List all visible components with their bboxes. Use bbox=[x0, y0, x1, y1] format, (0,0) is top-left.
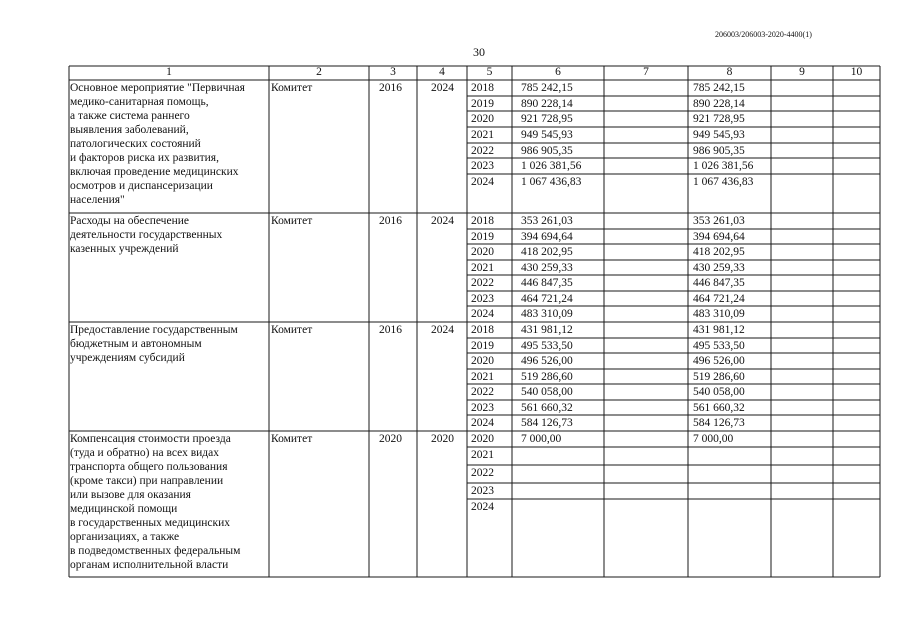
amount-col6-cell: 446 847,35 bbox=[521, 277, 573, 289]
year-cell: 2022 bbox=[471, 386, 494, 398]
year-cell: 2019 bbox=[471, 231, 494, 243]
year-cell: 2024 bbox=[471, 417, 494, 429]
year-cell: 2022 bbox=[471, 145, 494, 157]
amount-col6-cell: 921 728,95 bbox=[521, 113, 573, 125]
amount-col6-cell: 496 526,00 bbox=[521, 355, 573, 367]
amount-col8-cell: 519 286,60 bbox=[693, 371, 745, 383]
column-header-5: 5 bbox=[486, 66, 493, 78]
amount-col8-cell: 561 660,32 bbox=[693, 402, 745, 414]
executor-cell: Комитет bbox=[271, 433, 313, 445]
year-cell: 2018 bbox=[471, 82, 494, 94]
year-cell: 2019 bbox=[471, 340, 494, 352]
measure-description: Предоставление государственным бюджетным и автономным учреждениям субсидий bbox=[70, 324, 238, 364]
column-header-2: 2 bbox=[316, 66, 322, 78]
start-year-cell: 2016 bbox=[379, 215, 402, 227]
column-header-3: 3 bbox=[390, 66, 396, 78]
year-cell: 2023 bbox=[471, 485, 494, 497]
column-header-8: 8 bbox=[726, 66, 733, 78]
amount-col6-cell: 431 981,12 bbox=[521, 324, 573, 336]
measure-description: Расходы на обеспечение деятельности государственных казенных учреждений bbox=[70, 215, 223, 255]
amount-col6-cell: 561 660,32 bbox=[521, 402, 573, 414]
amount-col6-cell: 7 000,00 bbox=[521, 433, 562, 445]
start-year-cell: 2016 bbox=[379, 324, 402, 336]
column-header-1: 1 bbox=[166, 66, 172, 78]
amount-col6-cell: 353 261,03 bbox=[521, 215, 573, 227]
year-cell: 2019 bbox=[471, 98, 494, 110]
page-number: 30 bbox=[473, 45, 485, 59]
amount-col6-cell: 418 202,95 bbox=[521, 246, 573, 258]
amount-col6-cell: 430 259,33 bbox=[521, 262, 573, 274]
year-cell: 2024 bbox=[471, 308, 494, 320]
amount-col6-cell: 584 126,73 bbox=[521, 417, 573, 429]
end-year-cell: 2020 bbox=[431, 433, 454, 445]
amount-col6-cell: 1 026 381,56 bbox=[521, 160, 582, 172]
amount-col8-cell: 890 228,14 bbox=[693, 98, 745, 110]
amount-col6-cell: 540 058,00 bbox=[521, 386, 573, 398]
amount-col8-cell: 584 126,73 bbox=[693, 417, 745, 429]
amount-col8-cell: 7 000,00 bbox=[693, 433, 734, 445]
column-header-7: 7 bbox=[643, 66, 649, 78]
amount-col8-cell: 418 202,95 bbox=[693, 246, 745, 258]
year-cell: 2018 bbox=[471, 215, 494, 227]
measure-description: Основное мероприятие "Первичная медико-санитарная помощь, а также система раннего выявления заболеваний, патологических состояний и факторов риска их развития, включая проведение медицинских осмотров и диспансеризации населения" bbox=[70, 82, 245, 206]
amount-col8-cell: 986 905,35 bbox=[693, 145, 745, 157]
column-header-9: 9 bbox=[799, 66, 805, 78]
amount-col8-cell: 495 533,50 bbox=[693, 340, 745, 352]
executor-cell: Комитет bbox=[271, 215, 313, 227]
amount-col6-cell: 519 286,60 bbox=[521, 371, 573, 383]
amount-col6-cell: 785 242,15 bbox=[521, 82, 573, 94]
amount-col6-cell: 890 228,14 bbox=[521, 98, 573, 110]
year-cell: 2020 bbox=[471, 246, 494, 258]
amount-col8-cell: 446 847,35 bbox=[693, 277, 745, 289]
start-year-cell: 2020 bbox=[379, 433, 402, 445]
column-header-4: 4 bbox=[439, 66, 445, 78]
end-year-cell: 2024 bbox=[431, 82, 454, 94]
amount-col6-cell: 495 533,50 bbox=[521, 340, 573, 352]
year-cell: 2022 bbox=[471, 467, 494, 479]
year-cell: 2018 bbox=[471, 324, 494, 336]
year-cell: 2021 bbox=[471, 371, 494, 383]
amount-col8-cell: 1 067 436,83 bbox=[693, 176, 754, 188]
amount-col8-cell: 464 721,24 bbox=[693, 293, 745, 305]
year-cell: 2023 bbox=[471, 293, 494, 305]
amount-col8-cell: 921 728,95 bbox=[693, 113, 745, 125]
column-header-6: 6 bbox=[555, 66, 561, 78]
start-year-cell: 2016 bbox=[379, 82, 402, 94]
executor-cell: Комитет bbox=[271, 82, 313, 94]
year-cell: 2020 bbox=[471, 433, 494, 445]
measure-description: Компенсация стоимости проезда (туда и обратно) на всех видах транспорта общего пользования (кроме такси) при направлении или вызове для оказания медицинской помощи в государственных медицинских организациях, а также в подведомственных федеральным органам исполнительной власти bbox=[70, 433, 241, 571]
amount-col8-cell: 430 259,33 bbox=[693, 262, 745, 274]
year-cell: 2020 bbox=[471, 113, 494, 125]
year-cell: 2022 bbox=[471, 277, 494, 289]
column-header-10: 10 bbox=[850, 66, 863, 78]
document-id: 206003/206003-2020-4400(1) bbox=[715, 30, 812, 39]
year-cell: 2021 bbox=[471, 262, 494, 274]
amount-col6-cell: 986 905,35 bbox=[521, 145, 573, 157]
year-cell: 2024 bbox=[471, 501, 494, 513]
amount-col8-cell: 353 261,03 bbox=[693, 215, 745, 227]
amount-col8-cell: 1 026 381,56 bbox=[693, 160, 754, 172]
amount-col8-cell: 394 694,64 bbox=[693, 231, 745, 243]
year-cell: 2021 bbox=[471, 129, 494, 141]
amount-col6-cell: 483 310,09 bbox=[521, 308, 573, 320]
end-year-cell: 2024 bbox=[431, 215, 454, 227]
year-cell: 2024 bbox=[471, 176, 494, 188]
amount-col6-cell: 464 721,24 bbox=[521, 293, 573, 305]
amount-col6-cell: 949 545,93 bbox=[521, 129, 573, 141]
amount-col8-cell: 431 981,12 bbox=[693, 324, 745, 336]
amount-col6-cell: 1 067 436,83 bbox=[521, 176, 582, 188]
amount-col8-cell: 540 058,00 bbox=[693, 386, 745, 398]
executor-cell: Комитет bbox=[271, 324, 313, 336]
end-year-cell: 2024 bbox=[431, 324, 454, 336]
year-cell: 2023 bbox=[471, 160, 494, 172]
year-cell: 2020 bbox=[471, 355, 494, 367]
amount-col8-cell: 785 242,15 bbox=[693, 82, 745, 94]
amount-col8-cell: 949 545,93 bbox=[693, 129, 745, 141]
amount-col6-cell: 394 694,64 bbox=[521, 231, 573, 243]
amount-col8-cell: 483 310,09 bbox=[693, 308, 745, 320]
year-cell: 2023 bbox=[471, 402, 494, 414]
year-cell: 2021 bbox=[471, 449, 494, 461]
amount-col8-cell: 496 526,00 bbox=[693, 355, 745, 367]
